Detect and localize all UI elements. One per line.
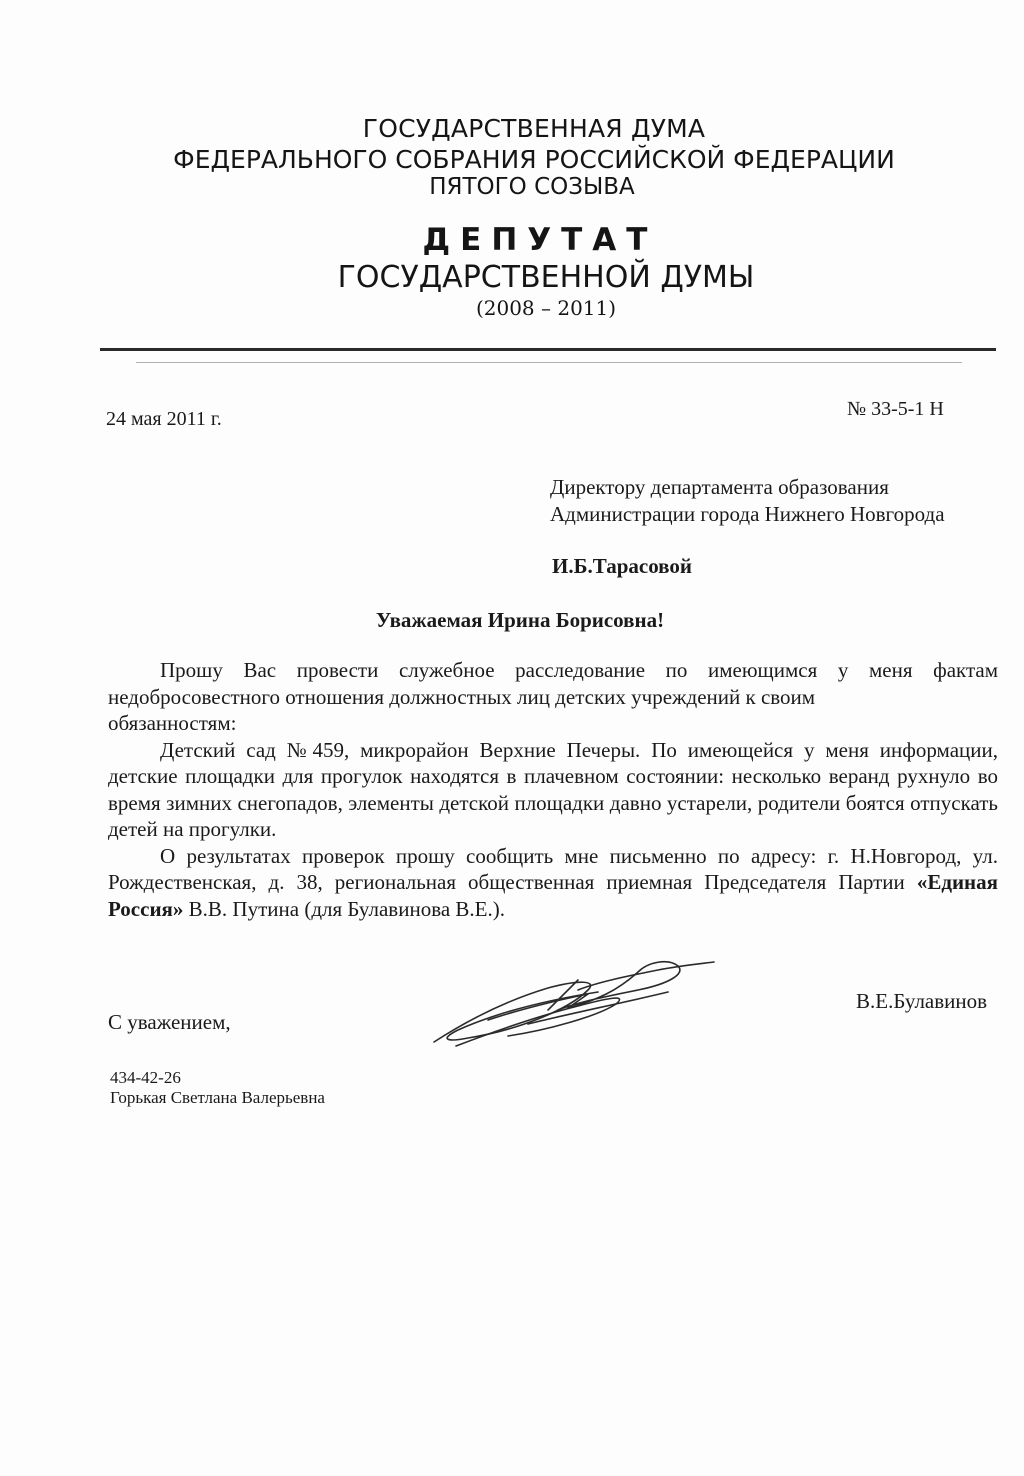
body-paragraph-3-text: О результатах проверок прошу сообщить мне письменно по адресу: г. Н.Новгород, ул. Рождественская, д. 38, региональная общественная приемная Председателя Партии <box>108 843 998 894</box>
salutation: Уважаемая Ирина Борисовна! <box>375 608 665 632</box>
letterhead-title: ДЕПУТАТ <box>422 222 658 258</box>
letterhead-divider-thin <box>136 362 962 363</box>
body-paragraph-1 <box>108 657 998 710</box>
body-paragraph-1-end: обязанностям: <box>108 711 237 735</box>
handwritten-signature <box>428 950 718 1060</box>
addressee-line-1: Директору департамента образования <box>550 475 889 499</box>
addressee-line-2: Администрации города Нижнего Новгорода <box>550 502 945 526</box>
letterhead-line-3: ПЯТОГО СОЗЫВА <box>429 174 635 200</box>
body-paragraph-3 <box>108 843 998 923</box>
executor-phone: 434-42-26 <box>110 1068 181 1087</box>
signer-name: В.Е.Булавинов <box>856 989 988 1013</box>
letterhead-line-2: ФЕДЕРАЛЬНОГО СОБРАНИЯ РОССИЙСКОЙ ФЕДЕРАЦИИ <box>173 145 895 174</box>
letterhead-divider-thick <box>100 348 996 351</box>
closing-phrase: С уважением, <box>108 1010 231 1034</box>
party-name: «Единая Россия» <box>108 870 999 921</box>
letter-body <box>108 657 998 922</box>
letterhead-line-1: ГОСУДАРСТВЕННАЯ ДУМА <box>362 114 706 143</box>
letter-date: 24 мая 2011 г. <box>106 408 222 430</box>
letterhead-years: (2008 – 2011) <box>475 296 617 320</box>
addressee-block <box>550 474 945 528</box>
body-paragraph-1-text: Прошу Вас провести служебное расследование по имеющимся у меня фактам недобросовестного отношения должностных лиц детских учреждений к своим <box>108 658 998 709</box>
body-paragraph-3-end: В.В. Путина (для Булавинова В.Е.). <box>183 896 505 921</box>
body-paragraph-2: Детский сад №459, микрорайон Верхние Печеры. По имеющейся у меня информации, детские площадки для прогулок находятся в плачевном состоянии: несколько веранд рухнуло во время зимних снегопадов, элементы детской площадки давно устарели, родители боятся отпускать детей на прогулки. <box>108 737 998 841</box>
executor-name: Горькая Светлана Валерьевна <box>110 1088 325 1107</box>
recipient-name: И.Б.Тарасовой <box>552 554 692 578</box>
letter-number: № 33-5-1 Н <box>847 398 944 420</box>
letterhead-subtitle: ГОСУДАРСТВЕННОЙ ДУМЫ <box>337 260 755 295</box>
